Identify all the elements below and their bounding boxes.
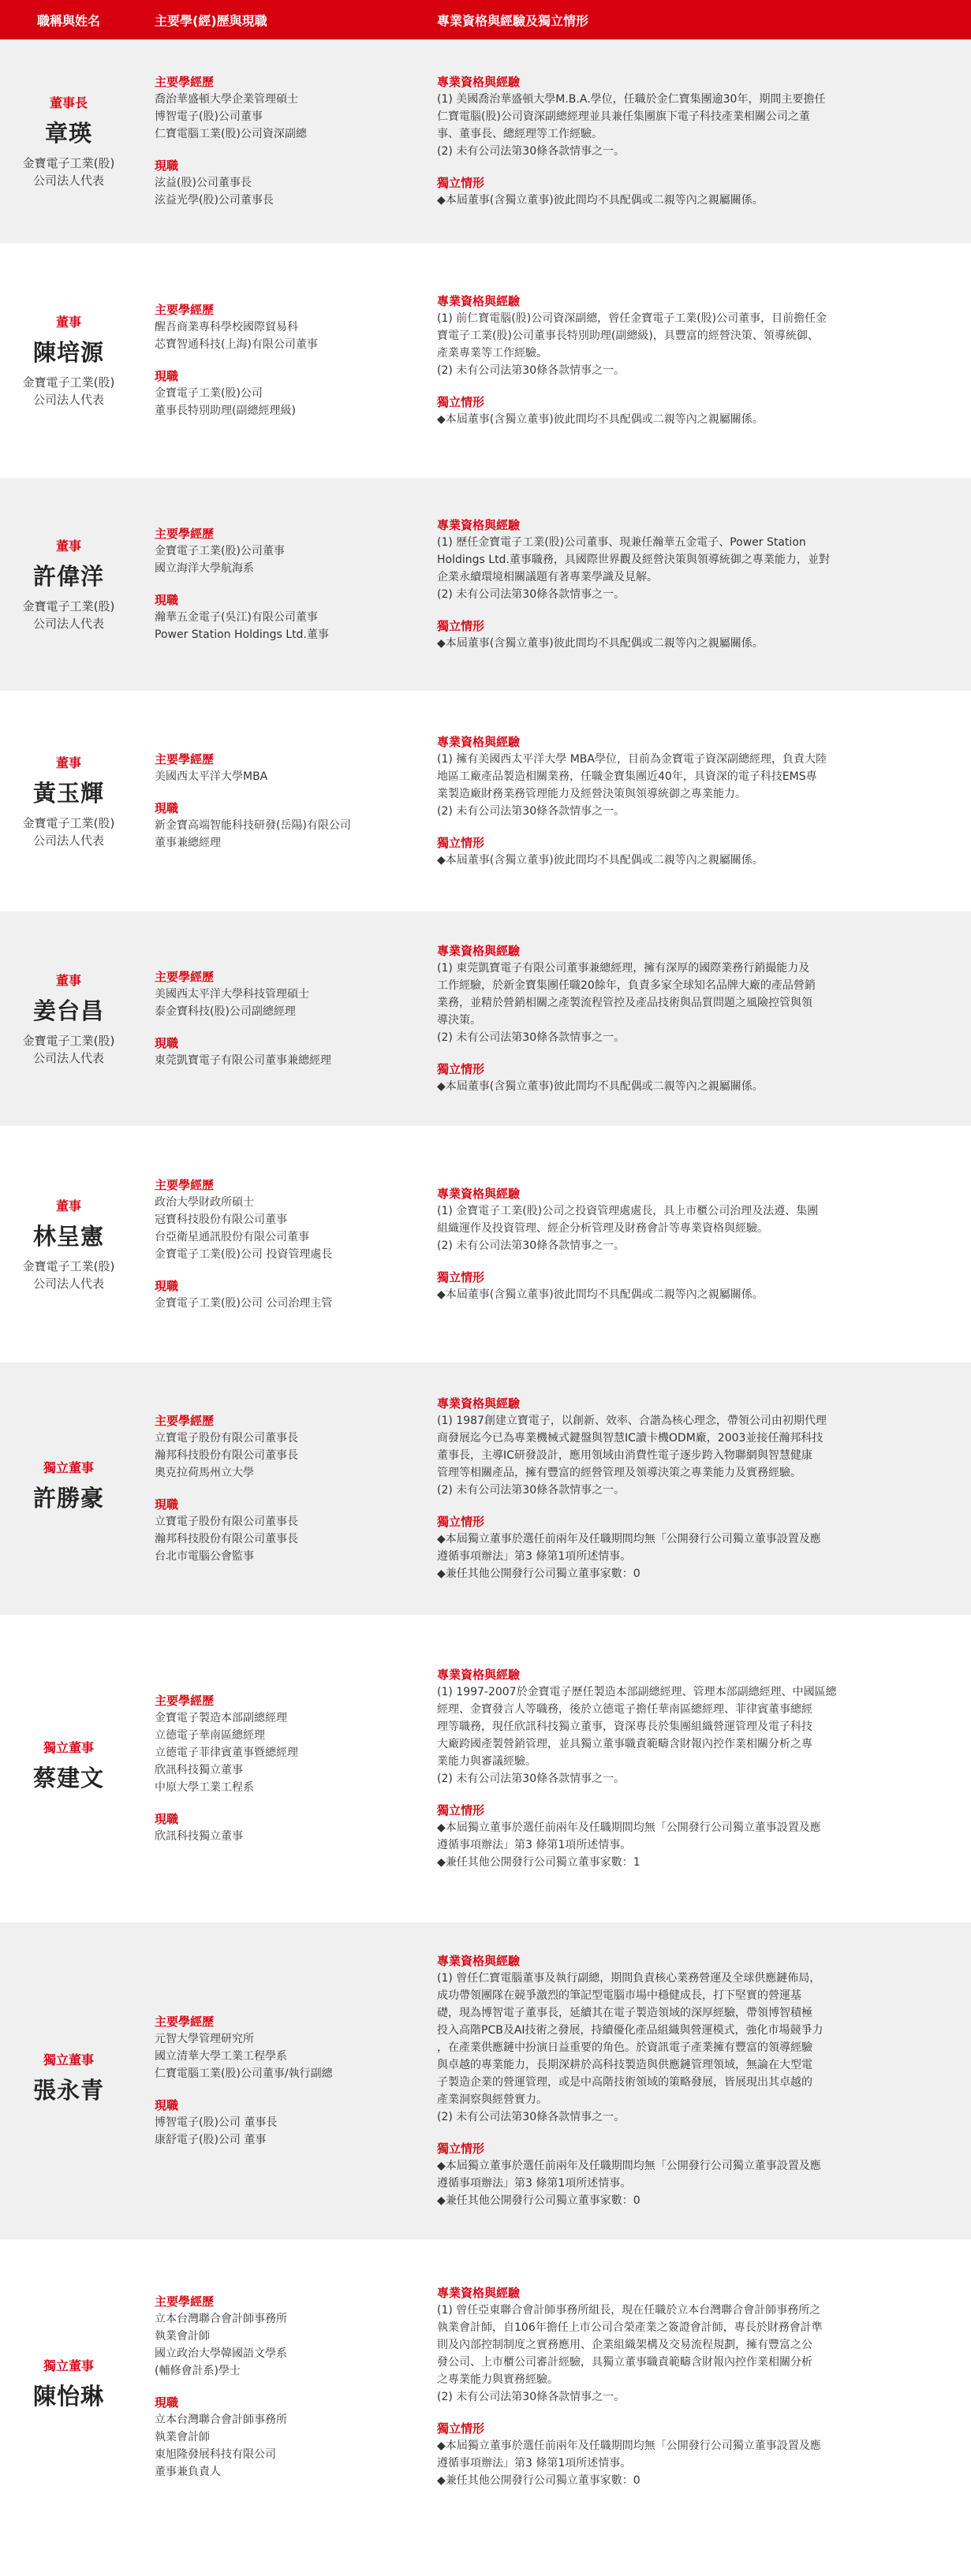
spacer — [437, 1254, 958, 1269]
qualification-independence — [421, 1126, 971, 1363]
education-item: 立德電子菲律賓董事暨總經理 — [155, 1747, 298, 1759]
spacer — [437, 1046, 958, 1061]
current-position-item: 立寶電子股份有限公司董事長 — [155, 1515, 298, 1528]
director-role: 獨立董事 — [43, 2052, 94, 2067]
spacer — [437, 379, 958, 393]
independence-line: ◆本屆獨立董事於選任前兩年及任職期間均無「公開發行公司獨立董事設置及應 — [437, 1821, 821, 1834]
spacer — [437, 2126, 958, 2140]
current-position-item: 董事兼總經理 — [155, 837, 221, 849]
spacer — [437, 603, 958, 617]
table-row — [0, 2239, 971, 2533]
qualification-line: (1) 東莞凱寶電子有限公司董事兼總經理，擁有深厚的國際業務行銷撮能力及 — [437, 962, 810, 975]
qualification-line: (2) 未有公司法第30條各款情事之一。 — [437, 1773, 626, 1785]
current-position-heading: 現職 — [155, 1812, 179, 1826]
current-position-item: 立本台灣聯合會計師事務所 — [155, 2413, 287, 2426]
director-identity — [0, 39, 137, 243]
table-row — [0, 243, 971, 478]
director-role: 獨立董事 — [43, 1460, 94, 1475]
qualification-line: (1) 1987創建立寶電子，以創新、效率、合諧為核心理念，帶領公司由初期代理 — [437, 1415, 827, 1427]
independence-line: 遵循事項辦法」第3 條第1項所述情事。 — [437, 1839, 632, 1851]
qualification-line: (2) 未有公司法第30條各款情事之一。 — [437, 588, 626, 601]
qualification-line: 與卓越的專業能力，長期深耕於高科技製造與供應鏈管理領域，無論在大型電 — [437, 2059, 812, 2071]
spacer — [437, 1499, 958, 1513]
director-role: 董事長 — [49, 95, 88, 110]
education-item: 國立海洋大學航海系 — [155, 562, 254, 575]
qualification-line: 業製造廠財務業務管理能力及經營決策與領導統御之專業能力。 — [437, 788, 746, 800]
independence-line: ◆兼任其他公開發行公司獨立董事家數：0 — [437, 1568, 640, 1580]
education-heading: 主要學經歷 — [155, 1414, 215, 1428]
education-item: (輔修會計系)學士 — [155, 2364, 241, 2377]
qualification-line: 則及內部控制制度之實務應用、企業組織架構及交易流程規劃，擁有豐富之公 — [437, 2338, 812, 2351]
independence-heading: 獨立情形 — [437, 176, 485, 190]
education-item: 仁寶電腦工業(股)公司董事/執行副總 — [155, 2067, 333, 2080]
qualification-line: 地區工廠產品製造相關業務，任職金寶集團近40年，具資深的電子科技EMS專 — [437, 770, 817, 783]
director-role: 董事 — [55, 973, 81, 988]
qualification-line: (2) 未有公司法第30條各款情事之一。 — [437, 2111, 626, 2123]
education-item: 冠寶科技股份有限公司董事 — [155, 1213, 287, 1226]
education-heading: 主要學經歷 — [155, 75, 215, 89]
director-name: 許偉洋 — [32, 563, 104, 590]
current-position-item: 董事兼負責人 — [155, 2465, 221, 2478]
qualification-line: 組織運作及投資管理、經企分析管理及財務會計等專業資格與經驗。 — [437, 1222, 768, 1235]
spacer — [155, 2082, 421, 2097]
spacer — [155, 353, 421, 367]
education-item: 喬治華盛頓大學企業管理碩士 — [155, 93, 298, 106]
director-role: 董事 — [55, 1199, 81, 1213]
education-heading: 主要學經歷 — [155, 2015, 215, 2029]
qualification-line: 成功帶領團隊在競爭激烈的筆記型電腦市場中穩健成長，打下堅實的營運基 — [437, 1989, 801, 2002]
director-identity — [0, 691, 137, 911]
current-position-item: 新金寶高端智能科技研發(岳陽)有限公司 — [155, 819, 351, 832]
header-education: 主要學(經)歷與現職 — [155, 13, 267, 28]
qualification-line: (2) 未有公司法第30條各款情事之一。 — [437, 145, 626, 158]
independence-line: ◆本屆董事(含獨立董事)彼此間均不具配偶或二親等內之親屬關係。 — [437, 413, 764, 426]
current-position-item: 泫益光學(股)公司董事長 — [155, 194, 274, 207]
education-item: 瀚邦科技股份有限公司董事長 — [155, 1449, 298, 1462]
qualification-independence — [421, 911, 971, 1126]
education-item: 執業會計師 — [155, 2329, 210, 2343]
qualification-line: 子製造企業的營運管理，或是中高階技術領域的策略發展，皆展現出其卓越的 — [437, 2076, 812, 2089]
education-heading: 主要學經歷 — [155, 2294, 215, 2309]
table-row — [0, 478, 971, 691]
director-identity — [0, 243, 137, 478]
qualification-line: 之專業能力與實務經驗。 — [437, 2373, 558, 2386]
director-role: 董事 — [55, 315, 81, 330]
director-name: 陳怡琳 — [32, 2382, 104, 2410]
independence-heading: 獨立情形 — [437, 1270, 485, 1284]
education-item: 立德電子華南區總經理 — [155, 1729, 265, 1742]
spacer — [155, 1020, 421, 1035]
education-item: 欣訊科技獨立董事 — [155, 1764, 243, 1776]
spacer — [437, 2406, 958, 2420]
independence-line: ◆本屆獨立董事於選任前兩年及任職期間均無「公開發行公司獨立董事設置及應 — [437, 2160, 821, 2172]
independence-line: ◆兼任其他公開發行公司獨立董事家數：0 — [437, 2473, 640, 2487]
representative-line: 金寶電子工業(股) — [22, 599, 115, 613]
independence-line: ◆本屆董事(含獨立董事)彼此間均不具配偶或二親等內之親屬關係。 — [437, 1080, 764, 1093]
table-row — [0, 911, 971, 1126]
director-identity — [0, 1922, 137, 2239]
spacer — [155, 143, 421, 157]
qualification-independence — [421, 691, 971, 911]
qualification-line: (1) 前仁寶電腦(股)公司資深副總，曾任金寶電子工業(股)公司董事，目前擔任金 — [437, 312, 827, 325]
education-heading: 主要學經歷 — [155, 1694, 215, 1708]
qualification-line: 寶電子工業(股)公司董事長特別助理(副總級)，具豐富的經營決策、領導統御、 — [437, 330, 819, 342]
current-position-item: 金寶電子工業(股)公司 — [155, 387, 263, 400]
education-item: 美國西太平洋大學科技管理碩士 — [155, 988, 309, 1001]
qualification-independence — [421, 39, 971, 243]
qualification-line: (2) 未有公司法第30條各款情事之一。 — [437, 364, 626, 377]
current-position-item: 東莞凱寶電子有限公司董事兼總經理 — [155, 1054, 331, 1067]
education-heading: 主要學經歷 — [155, 970, 215, 984]
independence-line: ◆本屆董事(含獨立董事)彼此間均不具配偶或二親等內之親屬關係。 — [437, 1288, 764, 1301]
current-position-heading: 現職 — [155, 2098, 179, 2112]
spacer — [155, 1263, 421, 1277]
education-item: 立本台灣聯合會計師事務所 — [155, 2312, 287, 2325]
qualification-independence — [421, 1363, 971, 1615]
qualification-line: (2) 未有公司法第30條各款情事之一。 — [437, 805, 626, 818]
current-position-item: 欣訊科技獨立董事 — [155, 1830, 243, 1843]
qualification-heading: 專業資格與經驗 — [437, 1668, 521, 1682]
qualification-independence — [421, 1615, 971, 1922]
education-item: 國立清華大學工業工程學系 — [155, 2050, 287, 2063]
education-item: 台亞衛星通訊股份有限公司董事 — [155, 1231, 309, 1243]
current-position-item: 董事長特別助理(副總經理級) — [155, 404, 296, 417]
director-rows — [0, 39, 971, 2533]
director-identity — [0, 1363, 137, 1615]
qualification-independence — [421, 243, 971, 478]
qualification-line: (1) 擁有美國西太平洋大學 MBA學位，目前為金寶電子資深副總經理，負責大陸 — [437, 753, 827, 766]
qualification-line: 礎，現為博智電子董事長，延續其在電子製造領域的深厚經驗，帶領博智積極 — [437, 2007, 812, 2019]
current-position-item: 博智電子(股)公司 董事長 — [155, 2116, 278, 2129]
qualification-heading: 專業資格與經驗 — [437, 75, 521, 89]
education-experience — [137, 1615, 421, 1922]
qualification-heading: 專業資格與經驗 — [437, 294, 521, 308]
current-position-heading: 現職 — [155, 1036, 179, 1050]
spacer — [155, 2380, 421, 2394]
education-experience — [137, 478, 421, 691]
representative-line: 金寶電子工業(股) — [22, 816, 115, 830]
director-name: 許勝豪 — [32, 1485, 104, 1512]
director-name: 陳培源 — [32, 339, 104, 366]
representative-line: 金寶電子工業(股) — [22, 1259, 115, 1273]
representative-line: 公司法人代表 — [32, 833, 104, 848]
director-role: 董事 — [55, 539, 81, 554]
table-row — [0, 1615, 971, 1922]
current-position-heading: 現職 — [155, 801, 179, 815]
current-position-heading: 現職 — [155, 2395, 179, 2410]
qualification-line: (1) 金寶電子工業(股)公司之投資管理處處長，具上市櫃公司治理及法遵、集團 — [437, 1205, 819, 1217]
education-item: 中原大學工業工程系 — [155, 1781, 254, 1794]
qualification-heading: 專業資格與經驗 — [437, 1187, 521, 1201]
representative-line: 金寶電子工業(股) — [22, 1034, 115, 1048]
qualification-line: 發公司、上市櫃公司審計經驗，具獨立董事職責範疇含財報內控作業相關分析 — [437, 2355, 812, 2369]
director-role: 獨立董事 — [43, 2358, 94, 2373]
education-experience — [137, 1922, 421, 2239]
education-item: 美國西太平洋大學MBA — [155, 770, 268, 783]
qualification-heading: 專業資格與經驗 — [437, 2285, 521, 2300]
education-experience — [137, 911, 421, 1126]
representative-line: 公司法人代表 — [32, 173, 104, 188]
current-position-heading: 現職 — [155, 158, 179, 173]
director-identity — [0, 1126, 137, 1363]
current-position-item: 金寶電子工業(股)公司 公司治理主管 — [155, 1297, 333, 1310]
qualification-line: 董事長，主導IC研發設計，應用領域由消費性電子逐步跨入物聯網與智慧健康 — [437, 1449, 812, 1462]
spacer — [437, 160, 958, 174]
director-role: 董事 — [55, 755, 81, 770]
representative-line: 公司法人代表 — [32, 1051, 104, 1065]
header-title-name: 職稱與姓名 — [36, 13, 100, 28]
independence-heading: 獨立情形 — [437, 2142, 485, 2156]
current-position-heading: 現職 — [155, 1279, 179, 1293]
director-name: 蔡建文 — [32, 1765, 104, 1791]
education-item: 芯寶智通科技(上海)有限公司董事 — [155, 338, 318, 351]
qualification-heading: 專業資格與經驗 — [437, 1396, 521, 1411]
qualification-independence — [421, 478, 971, 691]
qualification-line: ，在產業供應鏈中扮演日益重要的角色。於資訊電子產業擁有豐富的領導經驗 — [437, 2041, 812, 2054]
education-experience — [137, 691, 421, 911]
qualification-line: 產業洞察與經營實力。 — [437, 2093, 547, 2106]
representative-line: 金寶電子工業(股) — [22, 375, 115, 390]
current-position-item: 泫益(股)公司董事長 — [155, 177, 252, 189]
education-item: 金寶電子工業(股)公司董事 — [155, 545, 285, 557]
spacer — [155, 577, 421, 591]
representative-line: 公司法人代表 — [32, 393, 104, 407]
independence-heading: 獨立情形 — [437, 2421, 485, 2436]
spacer — [437, 820, 958, 834]
qualification-line: 仁寶電腦(股)公司資深副總經理並具兼任集團旗下電子科技產業相關公司之董 — [437, 110, 810, 123]
director-identity — [0, 911, 137, 1126]
education-item: 金寶電子製造本部副總經理 — [155, 1712, 287, 1724]
independence-heading: 獨立情形 — [437, 1515, 485, 1529]
table-row — [0, 1922, 971, 2239]
education-item: 立寶電子股份有限公司董事長 — [155, 1432, 298, 1445]
qualification-line: 管理等相關產品，擁有豐富的經營管理及領導決策之專業能力及實務經驗。 — [437, 1467, 801, 1479]
qualification-line: (1) 美國喬治華盛頓大學M.B.A.學位，任職於金仁寶集團逾30年，期間主要擔任 — [437, 93, 826, 106]
director-identity — [0, 478, 137, 691]
qualification-line: 企業永續環境相關議題有著專業學識及見解。 — [437, 571, 658, 583]
qualification-independence — [421, 2239, 971, 2533]
independence-line: 遵循事項辦法」第3 條第1項所述情事。 — [437, 2456, 632, 2470]
current-position-item: 瀚邦科技股份有限公司董事長 — [155, 1533, 298, 1545]
representative-line: 金寶電子工業(股) — [22, 156, 115, 170]
independence-line: 遵循事項辦法」第3 條第1項所述情事。 — [437, 2177, 632, 2190]
education-heading: 主要學經歷 — [155, 527, 215, 541]
independence-line: ◆本屆獨立董事於選任前兩年及任職期間均無「公開發行公司獨立董事設置及應 — [437, 2439, 821, 2452]
current-position-item: 執業會計師 — [155, 2430, 210, 2444]
current-position-item: 康舒電子(股)公司 董事 — [155, 2134, 267, 2146]
qualification-line: 業務，並精於營銷相關之產製流程管控及產品技術與品質問題之風險控管與領 — [437, 997, 812, 1009]
director-name: 林呈憲 — [32, 1223, 104, 1250]
qualification-line: 導決策。 — [437, 1014, 481, 1027]
current-position-item: 瀚華五金電子(吳江)有限公司董事 — [155, 611, 318, 624]
qualification-line: 工作經驗，於新金寶集團任職20餘年，負責多家全球知名品牌大廠的產品營銷 — [437, 979, 816, 992]
education-experience — [137, 1126, 421, 1363]
current-position-item: Power Station Holdings Ltd.董事 — [155, 628, 329, 641]
qualification-line: (1) 1997-2007於金寶電子歷任製造本部副總經理、管理本部副總經理、中國區總 — [437, 1686, 837, 1698]
director-name: 黃玉輝 — [32, 780, 104, 807]
qualification-line: (1) 歷任金寶電子工業(股)公司董事、現兼任瀚華五金電子、Power Station — [437, 536, 806, 549]
independence-line: ◆兼任其他公開發行公司獨立董事家數：0 — [437, 2194, 640, 2207]
current-position-heading: 現職 — [155, 593, 179, 607]
qualification-heading: 專業資格與經驗 — [437, 944, 521, 958]
representative-line: 公司法人代表 — [32, 617, 104, 631]
qualification-independence — [421, 1922, 971, 2239]
education-item: 國立政治大學韓國語文學系 — [155, 2347, 287, 2360]
education-item: 政治大學財政所碩士 — [155, 1196, 254, 1209]
education-item: 金寶電子工業(股)公司 投資管理處長 — [155, 1248, 333, 1261]
qualification-line: (2) 未有公司法第30條各款情事之一。 — [437, 1240, 626, 1252]
header-qualification: 專業資格與經驗及獨立情形 — [437, 13, 589, 28]
table-row — [0, 39, 971, 243]
qualification-line: (1) 曾任亞東聯合會計師事務所組長，現在任職於立本台灣聯合會計師事務所之 — [437, 2303, 821, 2317]
qualification-line: 商發展迄今已為專業機械式鍵盤與智慧IC讀卡機ODM廠，2003並接任瀚邦科技 — [437, 1432, 823, 1445]
current-position-heading: 現職 — [155, 1497, 179, 1512]
education-item: 奧克拉荷馬州立大學 — [155, 1467, 254, 1479]
spacer — [437, 1788, 958, 1802]
qualification-line: 理等職務，現任欣訊科技獨立董事，資深專長於集團組織營運管理及電子科技 — [437, 1720, 812, 1733]
director-identity — [0, 2239, 137, 2533]
qualification-line: 經理、金寶發言人等職務，後於立德電子擔任華南區總經理、菲律賓董事總經 — [437, 1703, 812, 1716]
qualification-line: (2) 未有公司法第30條各款情事之一。 — [437, 2390, 626, 2403]
table-row — [0, 1363, 971, 1615]
independence-line: ◆兼任其他公開發行公司獨立董事家數：1 — [437, 1856, 640, 1869]
independence-line: 遵循事項辦法」第3 條第1項所述情事。 — [437, 1550, 632, 1563]
qualification-line: 產業專業等工作經驗。 — [437, 347, 547, 360]
education-experience — [137, 2239, 421, 2533]
current-position-item: 東旭隆發展科技有限公司 — [155, 2447, 276, 2461]
education-experience — [137, 243, 421, 478]
current-position-heading: 現職 — [155, 369, 179, 383]
table-header — [0, 0, 971, 39]
director-role: 獨立董事 — [43, 1740, 94, 1755]
spacer — [155, 1796, 421, 1810]
independence-heading: 獨立情形 — [437, 1062, 485, 1076]
spacer — [155, 1482, 421, 1496]
director-name: 章瑛 — [44, 120, 92, 147]
independence-heading: 獨立情形 — [437, 836, 485, 850]
table-row — [0, 1126, 971, 1363]
education-heading: 主要學經歷 — [155, 303, 215, 317]
independence-line: ◆本屆董事(含獨立董事)彼此間均不具配偶或二親等內之親屬關係。 — [437, 194, 764, 207]
independence-heading: 獨立情形 — [437, 395, 485, 409]
education-heading: 主要學經歷 — [155, 1178, 215, 1192]
independence-heading: 獨立情形 — [437, 619, 485, 633]
independence-line: ◆本屆董事(含獨立董事)彼此間均不具配偶或二親等內之親屬關係。 — [437, 637, 764, 650]
current-position-item: 台北市電腦公會監事 — [155, 1550, 254, 1563]
director-identity — [0, 1615, 137, 1922]
representative-line: 公司法人代表 — [32, 1277, 104, 1291]
qualification-line: 事、董事長、總經理等工作經驗。 — [437, 128, 603, 140]
qualification-heading: 專業資格與經驗 — [437, 1954, 521, 1968]
independence-line: ◆本屆董事(含獨立董事)彼此間均不具配偶或二親等內之親屬關係。 — [437, 854, 764, 867]
education-heading: 主要學經歷 — [155, 752, 215, 766]
qualification-line: 投入高階PCB及AI技術之發展，持續優化產品組織與營運模式，強化市場競爭力 — [437, 2024, 823, 2037]
director-name: 張永青 — [32, 2077, 104, 2104]
education-experience — [137, 39, 421, 243]
education-item: 泰金寶科技(股)公司副總經理 — [155, 1005, 296, 1018]
qualification-line: (2) 未有公司法第30條各款情事之一。 — [437, 1031, 626, 1044]
education-experience — [137, 1363, 421, 1615]
independence-line: ◆本屆獨立董事於選任前兩年及任職期間均無「公開發行公司獨立董事設置及應 — [437, 1533, 821, 1545]
qualification-line: 業能力與審議經驗。 — [437, 1755, 536, 1768]
qualification-heading: 專業資格與經驗 — [437, 735, 521, 749]
education-item: 元智大學管理研究所 — [155, 2033, 254, 2045]
qualification-line: 執業會計師，自106年擔任上市公司合榮產業之簽證會計師，專長於財務會計準 — [437, 2321, 823, 2334]
education-item: 仁寶電腦工業(股)公司資深副總 — [155, 128, 307, 140]
independence-heading: 獨立情形 — [437, 1803, 485, 1817]
qualification-heading: 專業資格與經驗 — [437, 518, 521, 532]
table-row — [0, 691, 971, 911]
qualification-line: 大廠跨國產製營銷管理，並具獨立董事職責範疇含財報內控作業相關分析之專 — [437, 1738, 812, 1750]
qualification-line: (2) 未有公司法第30條各款情事之一。 — [437, 1484, 626, 1497]
education-item: 醒吾商業專科學校國際貿易科 — [155, 321, 298, 334]
qualification-line: Holdings Ltd.董事職務，具國際世界觀及經營決策與領導統御之專業能力，並對 — [437, 554, 830, 566]
education-item: 博智電子(股)公司董事 — [155, 110, 263, 123]
spacer — [155, 785, 421, 800]
director-name: 姜台昌 — [32, 997, 104, 1024]
qualification-line: (1) 曾任仁寶電腦董事及執行副總，期間負責核心業務營運及全球供應鏈佈局， — [437, 1972, 821, 1985]
